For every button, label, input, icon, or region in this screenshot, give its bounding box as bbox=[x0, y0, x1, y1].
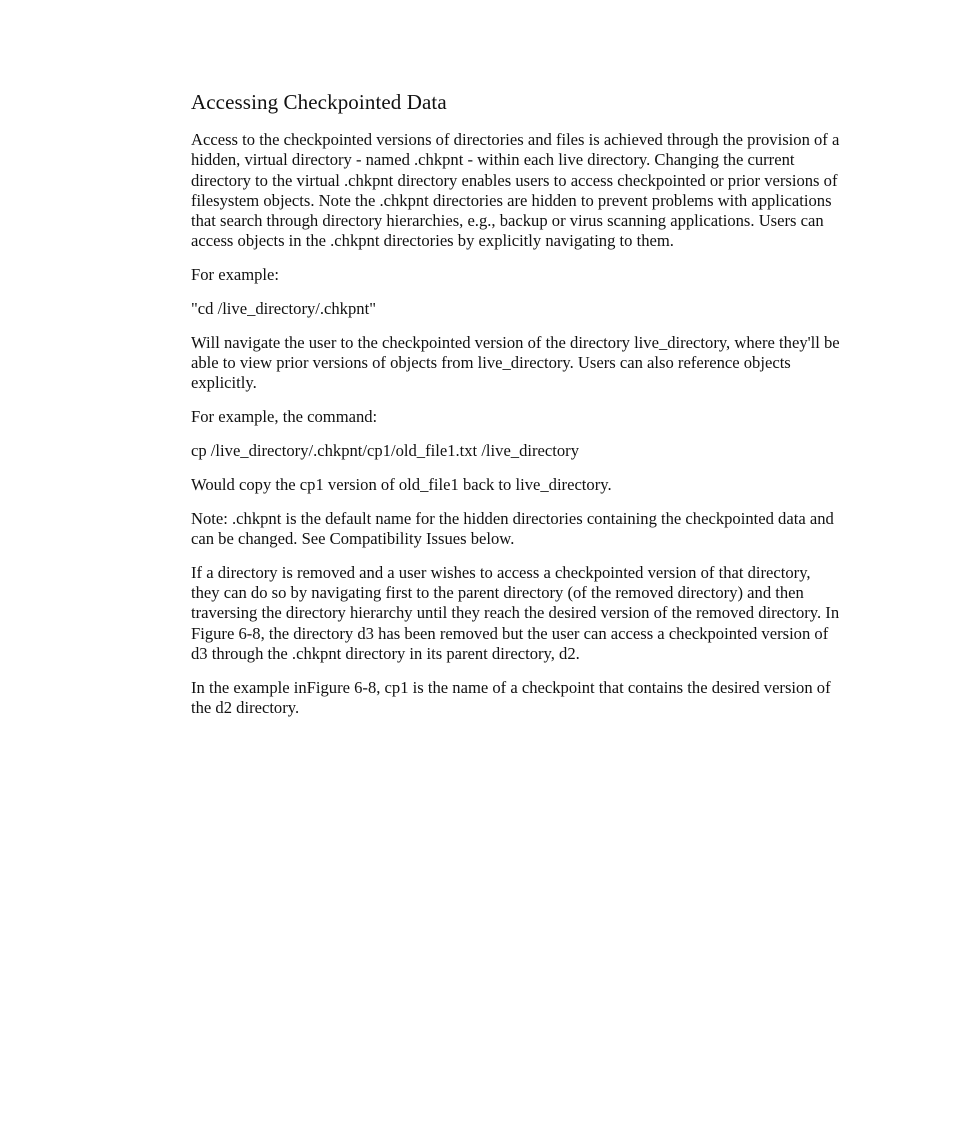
paragraph-copy-explanation: Would copy the cp1 version of old_file1 back to live_directory. bbox=[191, 474, 612, 494]
paragraph-cd-command: "cd /live_directory/.chkpnt" bbox=[191, 299, 376, 319]
document-page bbox=[191, 88, 841, 732]
paragraph-example-label: For example: bbox=[191, 265, 280, 285]
paragraph-navigate-explanation: Will navigate the user to the checkpointed version of the directory live_directory, where they'll be able to view prior versions of objects from live_directory. Users can also reference objects explicitly. bbox=[191, 332, 840, 393]
paragraph-removed-directory: If a directory is removed and a user wishes to access a checkpointed version of that directory, they can do so by navigating first to the parent directory (of the removed directory) and then traversing the directory hierarchy until they reach the desired version of the removed directory. In Figure 6-8, the directory d3 has been removed but the user can access a checkpointed version of d3 through the .chkpnt directory in its parent directory, d2. bbox=[191, 562, 840, 663]
paragraph-figure-example: In the example inFigure 6-8, cp1 is the name of a checkpoint that contains the desired version of the d2 directory. bbox=[191, 677, 831, 718]
paragraph-note: Note: .chkpnt is the default name for the hidden directories containing the checkpointed data and can be changed. See Compatibility Issues below. bbox=[191, 508, 834, 548]
paragraph-cp-command: cp /live_directory/.chkpnt/cp1/old_file1.txt /live_directory bbox=[191, 441, 580, 461]
paragraph-intro: Access to the checkpointed versions of directories and files is achieved through the provision of a hidden, virtual directory - named .chkpnt - within each live directory. Changing the current directory to the virtual .chkpnt directory enables users to access checkpointed or prior versions of filesystem objects. Note the .chkpnt directories are hidden to prevent problems with applications that search through directory hierarchies, e.g., backup or virus scanning applications. Users can access objects in the .chkpnt directories by explicitly navigating to them. bbox=[191, 130, 840, 251]
paragraph-command-label: For example, the command: bbox=[191, 407, 378, 427]
section-heading: Accessing Checkpointed Data bbox=[191, 90, 447, 114]
